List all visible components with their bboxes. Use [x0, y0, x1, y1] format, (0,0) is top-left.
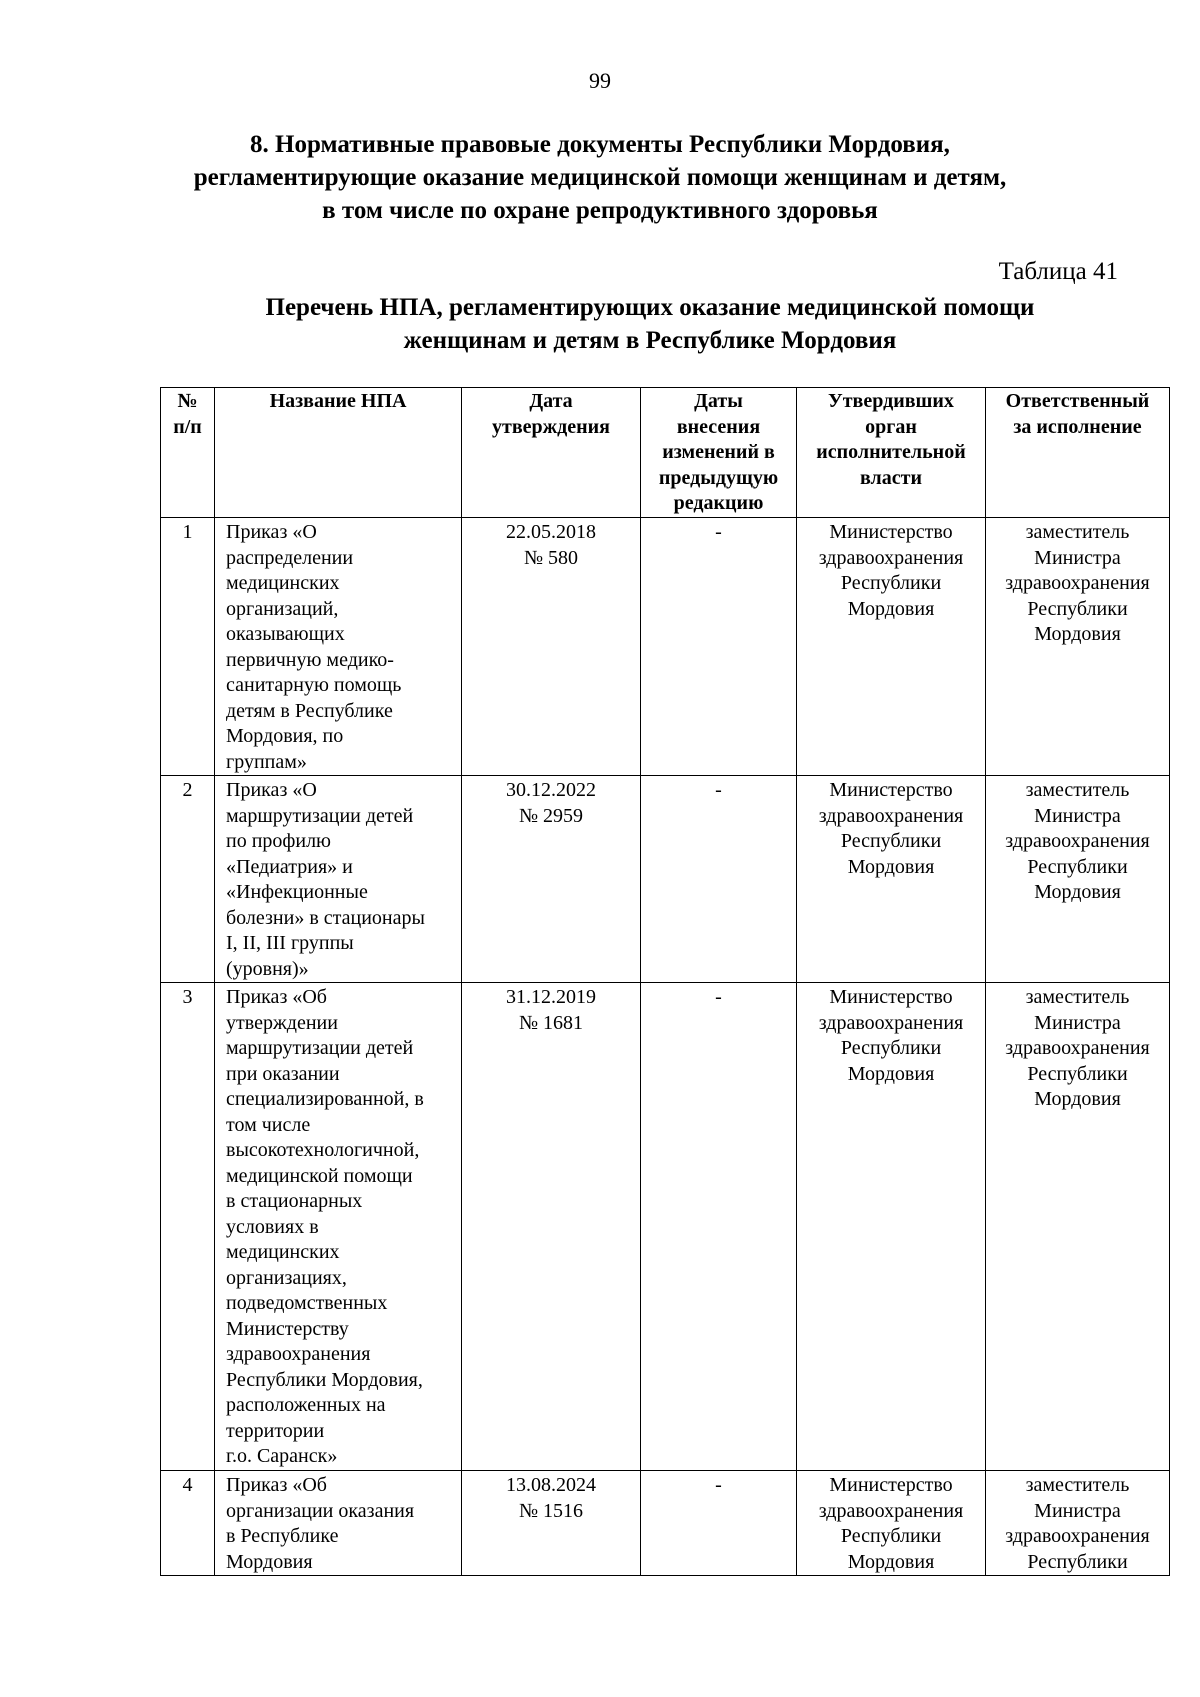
text-line: заместитель: [1025, 521, 1130, 543]
cell-date: [462, 1471, 641, 1576]
text-line: Мордовия: [1034, 1088, 1121, 1110]
text-line: Приказ «Об: [226, 1474, 327, 1496]
text-line: № 1681: [518, 1011, 584, 1034]
text-line: Ответственный: [1005, 390, 1150, 412]
text-line: организации оказания: [226, 1499, 415, 1522]
cell-responsible: [986, 983, 1170, 1471]
cell-name: [215, 518, 462, 776]
header-changes: [641, 388, 797, 518]
text-line: здравоохранения: [1005, 830, 1150, 852]
table-row: [161, 1471, 1170, 1576]
text-line: маршрутизации детей: [226, 804, 414, 827]
cell-changes: -: [641, 518, 797, 776]
text-line: условиях в: [226, 1215, 319, 1238]
text-line: заместитель: [1025, 779, 1130, 801]
text-line: по профилю: [226, 830, 331, 852]
text-line: №: [177, 390, 198, 412]
text-line: Приказ «О: [226, 779, 317, 801]
cell-name: [215, 983, 462, 1471]
text-line: Республики: [840, 830, 942, 852]
text-line: 30.12.2022: [506, 779, 596, 801]
text-line: за исполнение: [1013, 415, 1142, 438]
text-line: № 1516: [518, 1499, 584, 1522]
text-line: детям в Республике: [226, 699, 393, 722]
text-line: Министра: [1034, 1499, 1121, 1522]
cell-responsible: [986, 518, 1170, 776]
cell-name: [215, 1471, 462, 1576]
cell-num: 4: [161, 1471, 215, 1576]
text-line: высокотехнологичной,: [226, 1139, 420, 1161]
text-line: специализированной, в: [226, 1088, 424, 1110]
text-line: Название НПА: [269, 390, 407, 412]
text-line: исполнительной: [816, 441, 966, 463]
text-line: здравоохранения: [818, 546, 964, 569]
cell-name: [215, 776, 462, 983]
text-line: Мордовия: [847, 597, 935, 620]
text-line: первичную медико-: [226, 648, 394, 671]
text-line: подведомственных: [226, 1292, 388, 1314]
cell-changes: -: [641, 983, 797, 1471]
section-title-line: в том числе по охране репродуктивного здоровья: [322, 197, 878, 224]
text-line: здравоохранения: [226, 1343, 371, 1365]
text-line: медицинских: [226, 572, 340, 594]
text-line: Мордовия: [1034, 881, 1121, 903]
cell-body: [797, 1471, 986, 1576]
header-body: [797, 388, 986, 518]
text-line: том числе: [226, 1113, 311, 1136]
text-line: расположенных на: [226, 1394, 386, 1416]
text-line: Утвердивших: [828, 390, 954, 412]
page-number: 99: [589, 68, 611, 93]
table-row: [161, 776, 1170, 983]
text-line: Даты: [694, 390, 743, 412]
text-line: Республики: [1027, 1550, 1128, 1573]
text-line: санитарную помощь: [226, 674, 402, 696]
cell-date: [462, 983, 641, 1471]
text-line: № 2959: [518, 804, 584, 827]
text-line: редакцию: [673, 492, 764, 514]
text-line: медицинских: [226, 1241, 340, 1263]
text-line: Мордовия: [847, 1550, 935, 1573]
cell-body: [797, 518, 986, 776]
table-title-line: Перечень НПА, регламентирующих оказание медицинской помощи: [265, 294, 1035, 321]
text-line: утверждении: [226, 1011, 338, 1034]
text-line: 13.08.2024: [506, 1474, 596, 1496]
header-date: [462, 388, 641, 518]
text-line: Министра: [1034, 546, 1121, 569]
cell-changes: -: [641, 1471, 797, 1576]
text-line: орган: [865, 415, 917, 438]
text-line: Министра: [1034, 804, 1121, 827]
text-line: Министерство: [829, 986, 953, 1008]
text-line: Республики: [840, 1037, 942, 1059]
text-line: п/п: [173, 415, 202, 438]
text-line: организациях,: [226, 1266, 347, 1289]
text-line: Мордовия: [1034, 623, 1121, 645]
table-row: [161, 518, 1170, 776]
cell-num: 1: [161, 518, 215, 776]
text-line: внесения: [676, 415, 761, 438]
text-line: предыдущую: [658, 466, 779, 489]
text-line: здравоохранения: [818, 804, 964, 827]
cell-num: 3: [161, 983, 215, 1471]
text-line: болезни» в стационары: [226, 906, 425, 929]
text-line: «Инфекционные: [226, 881, 368, 903]
text-line: здравоохранения: [818, 1011, 964, 1034]
text-line: здравоохранения: [818, 1499, 964, 1522]
text-line: заместитель: [1025, 986, 1130, 1008]
text-line: изменений в: [662, 441, 775, 463]
cell-body: [797, 776, 986, 983]
text-line: группам»: [226, 750, 307, 773]
table-title: [175, 291, 1125, 357]
table-title-line: женщинам и детям в Республике Мордовия: [403, 327, 897, 354]
header-num: [161, 388, 215, 518]
cell-responsible: [986, 776, 1170, 983]
text-line: I, II, III группы: [226, 932, 354, 954]
header-name: [215, 388, 462, 518]
text-line: Мордовия, по: [226, 725, 344, 747]
text-line: Министерство: [829, 1474, 953, 1496]
text-line: Республики: [840, 1525, 942, 1547]
text-line: Дата: [529, 390, 573, 412]
text-line: организаций,: [226, 597, 339, 620]
text-line: медицинской помощи: [226, 1164, 413, 1187]
text-line: (уровня)»: [226, 957, 309, 980]
cell-changes: -: [641, 776, 797, 983]
text-line: Министерство: [829, 521, 953, 543]
text-line: Республики: [840, 572, 942, 594]
text-line: власти: [860, 466, 922, 489]
text-line: Республики: [1027, 597, 1128, 620]
text-line: Республики: [1027, 1062, 1128, 1085]
text-line: Приказ «Об: [226, 986, 327, 1008]
text-line: территории: [226, 1419, 325, 1442]
header-responsible: [986, 388, 1170, 518]
text-line: Республики: [1027, 855, 1128, 878]
text-line: Республики Мордовия,: [226, 1368, 423, 1391]
text-line: здравоохранения: [1005, 572, 1150, 594]
text-line: Министерству: [226, 1317, 349, 1340]
text-line: распределении: [226, 546, 354, 569]
text-line: Министра: [1034, 1011, 1121, 1034]
text-line: заместитель: [1025, 1474, 1130, 1496]
cell-date: [462, 518, 641, 776]
table-number: Таблица 41: [998, 258, 1118, 285]
table-header-row: [161, 388, 1170, 518]
text-line: в стационарных: [226, 1190, 363, 1212]
text-line: Мордовия: [847, 855, 935, 878]
cell-date: [462, 776, 641, 983]
section-title-line: 8. Нормативные правовые документы Республики Мордовия,: [250, 131, 950, 158]
text-line: в Республике: [226, 1525, 339, 1547]
section-title: [100, 128, 1100, 227]
text-line: № 580: [523, 546, 579, 569]
text-line: 31.12.2019: [506, 986, 596, 1008]
cell-responsible: [986, 1471, 1170, 1576]
text-line: Мордовия: [226, 1550, 313, 1573]
table-row: [161, 983, 1170, 1471]
text-line: «Педиатрия» и: [226, 855, 353, 878]
text-line: здравоохранения: [1005, 1037, 1150, 1059]
text-line: Министерство: [829, 779, 953, 801]
text-line: маршрутизации детей: [226, 1037, 414, 1059]
text-line: Мордовия: [847, 1062, 935, 1085]
cell-body: [797, 983, 986, 1471]
text-line: Приказ «О: [226, 521, 317, 543]
text-line: утверждения: [492, 415, 610, 438]
cell-num: 2: [161, 776, 215, 983]
text-line: при оказании: [226, 1062, 340, 1085]
text-line: 22.05.2018: [506, 521, 596, 543]
section-title-line: регламентирующие оказание медицинской помощи женщинам и детям,: [193, 164, 1007, 191]
text-line: оказывающих: [226, 623, 345, 645]
text-line: здравоохранения: [1005, 1525, 1150, 1547]
text-line: г.о. Саранск»: [226, 1445, 338, 1467]
npa-table: [160, 387, 1170, 1576]
